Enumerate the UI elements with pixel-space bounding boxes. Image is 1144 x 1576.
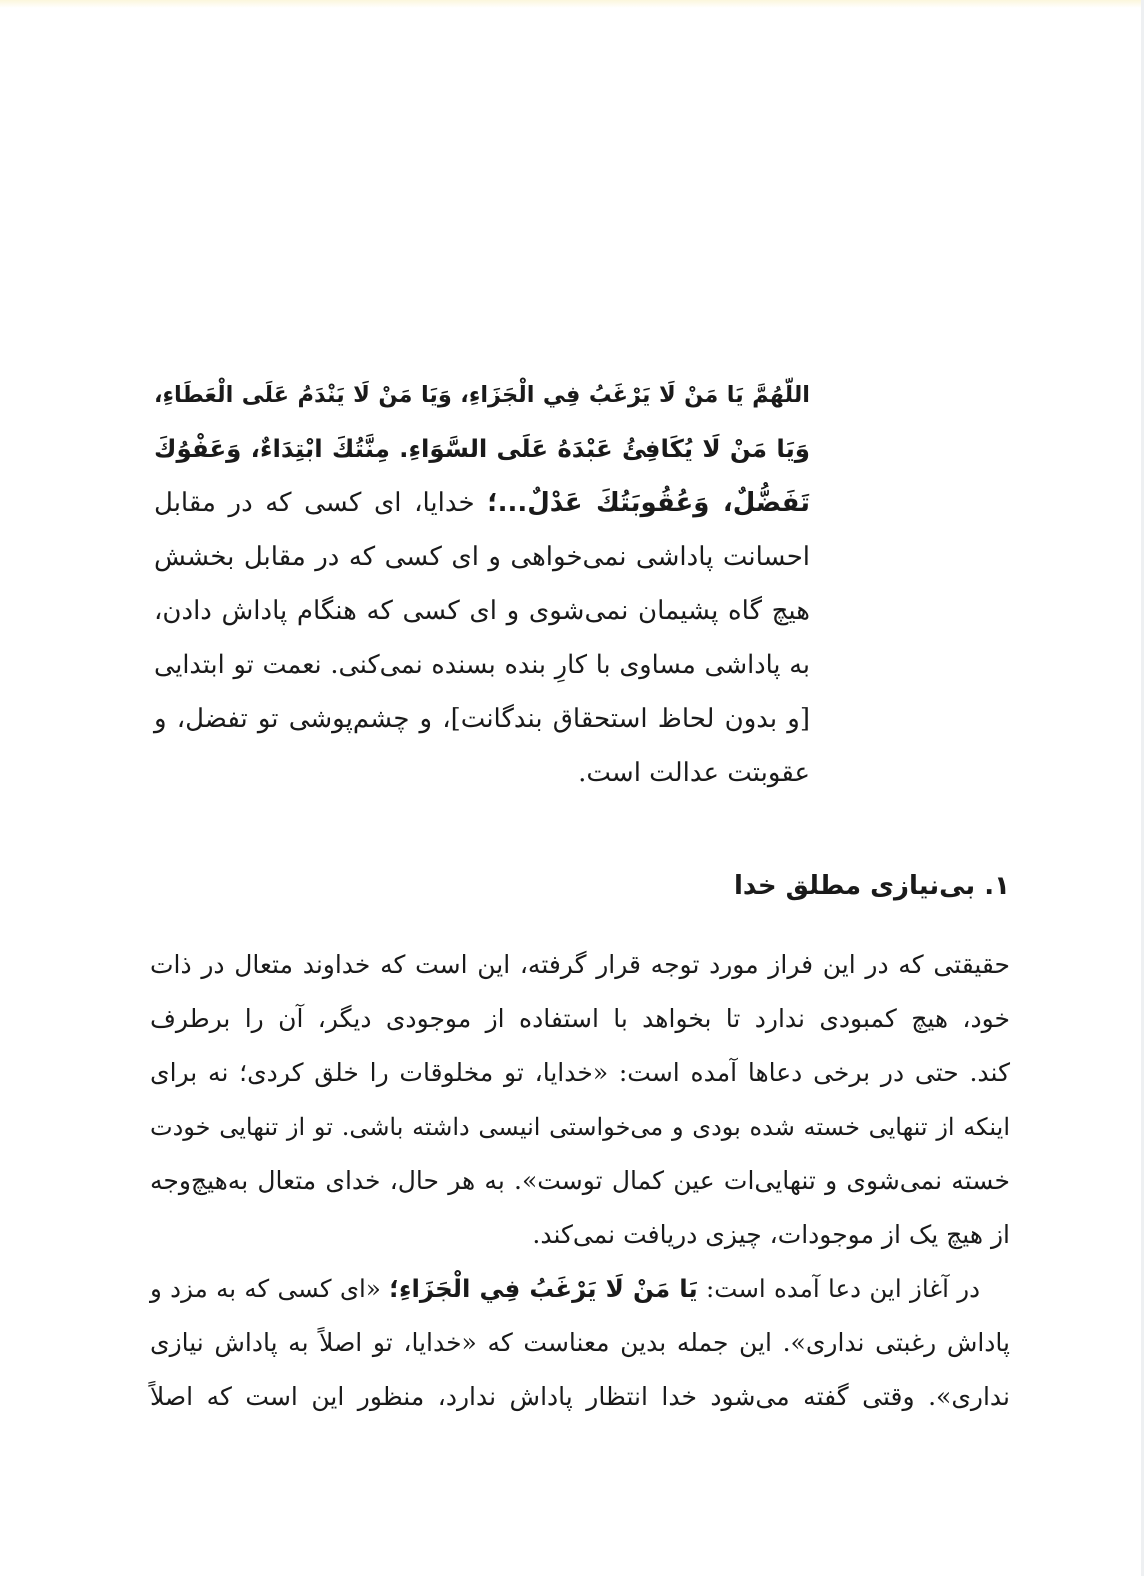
paragraph-fragment: در آغاز این دعا آمده است: xyxy=(706,1274,980,1303)
quote-translation-line: به پاداشی مساوی با کارِ بنده بسنده نمی‌کنی. نعمت تو ابتدایی xyxy=(154,650,810,680)
paragraph-line: اینکه از تنهایی خسته شده بودی و می‌خواستی انیسی داشته باشی. تو از تنهایی خودت xyxy=(150,1113,1010,1141)
paragraph-line: حقیقتی که در این فراز مورد توجه قرار گرفته، این است که خداوند متعال در ذات xyxy=(150,950,1010,979)
quote-arabic-line: اللّهُمَّ يَا مَنْ لَا يَرْغَبُ فِي الْجَزَاءِ، وَيَا مَنْ لَا يَنْدَمُ عَلَى الْعَطَاءِ، xyxy=(154,382,810,408)
paragraph-line xyxy=(150,1262,1010,1316)
quote-translation-line: [و بدون لحاظ استحقاق بندگانت]، و چشم‌پوشی تو تفضل، و xyxy=(154,704,810,734)
paragraph-line: خود، هیچ کمبودی ندارد تا بخواهد با استفاده از موجودی دیگر، آن را برطرف xyxy=(150,1004,1010,1033)
quote-translation-fragment: خدایا، ای کسی که در مقابل xyxy=(154,488,475,518)
quote-translation-line: عقوبتت عدالت است. xyxy=(578,758,810,788)
paragraph-line: کند. حتی در برخی دعاها آمده است: «خدایا، تو مخلوقات را خلق کردی؛ نه برای xyxy=(150,1058,1010,1087)
arabic-citation: يَا مَنْ لَا يَرْغَبُ فِي الْجَزَاءِ؛ xyxy=(389,1274,698,1303)
paragraph-line: نداری». وقتی گفته می‌شود خدا انتظار پاداش ندارد، منظور این است که اصلاً xyxy=(150,1382,1010,1411)
paragraph-line: از هیچ یک از موجودات، چیزی دریافت نمی‌کند. xyxy=(532,1220,1010,1249)
body-text xyxy=(150,938,1010,1424)
quote-arabic-line: وَيَا مَنْ لَا يُكَافِئُ عَبْدَهُ عَلَى السَّوَاءِ. مِنَّتُكَ ابْتِدَاءٌ، وَعَفْوُكَ xyxy=(154,434,810,463)
quote-arabic-fragment: تَفَضُّلٌ، وَعُقُوبَتُكَ عَدْلٌ...؛ xyxy=(487,488,811,518)
quote-mixed-line xyxy=(154,476,810,530)
paragraph-fragment: «ای کسی که به مزد و xyxy=(150,1274,381,1303)
quote-translation-line: احسانت پاداشی نمی‌خواهی و ای کسی که در مقابل بخشش xyxy=(154,542,810,572)
prayer-quote-block xyxy=(154,368,810,800)
paragraph-line: پاداش رغبتی نداری». این جمله بدین معناست که «خدایا، تو اصلاً به پاداش نیازی xyxy=(150,1328,1010,1357)
section-heading: ۱. بی‌نیازی مطلق خدا xyxy=(733,871,1010,901)
paragraph-line: خسته نمی‌شوی و تنهایی‌ات عین کمال توست». به هر حال، خدای متعال به‌هیچ‌وجه xyxy=(150,1166,1010,1195)
quote-translation-line: هیچ گاه پشیمان نمی‌شوی و ای کسی که هنگام پاداش دادن، xyxy=(154,596,810,626)
